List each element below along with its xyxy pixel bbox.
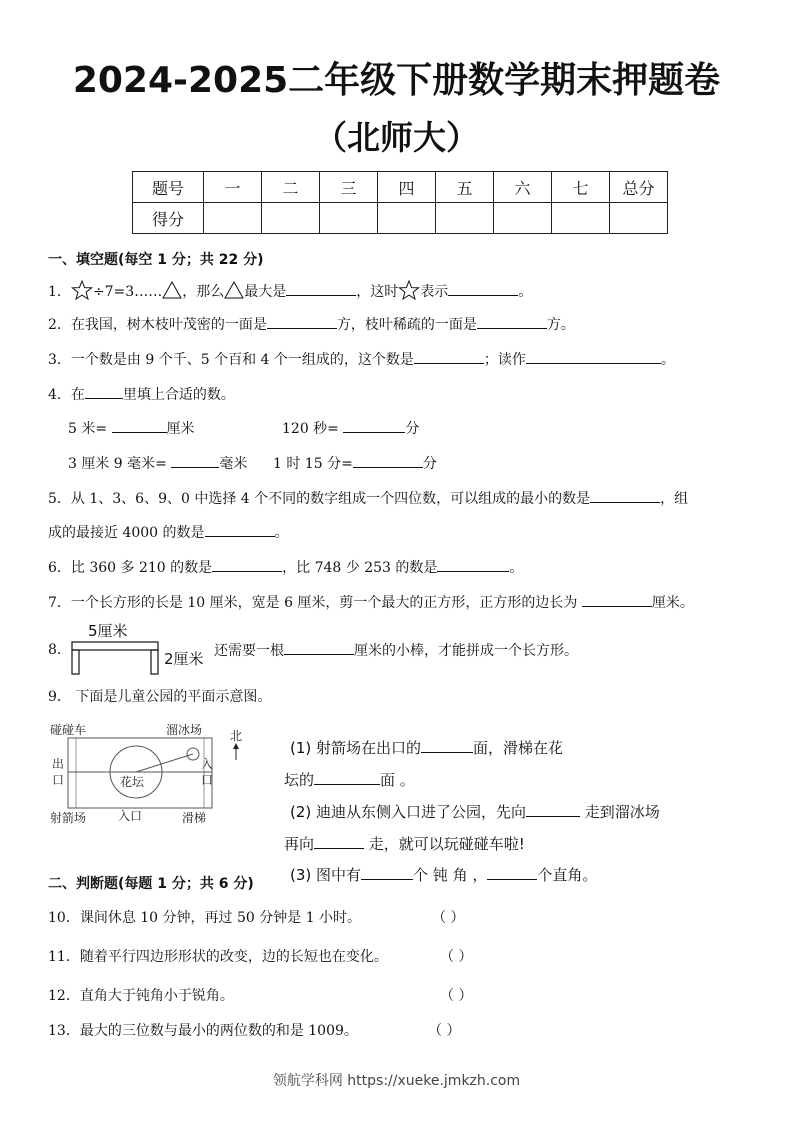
triangle-icon	[224, 281, 244, 299]
question-6	[48, 557, 523, 578]
answer-blank[interactable]	[343, 418, 405, 433]
answer-blank[interactable]	[267, 314, 337, 329]
answer-blank[interactable]	[590, 488, 660, 503]
score-table	[132, 171, 668, 234]
answer-blank[interactable]	[414, 349, 484, 364]
answer-blank[interactable]	[526, 802, 580, 817]
answer-blank[interactable]	[526, 349, 661, 364]
score-table-header-row	[133, 172, 668, 203]
table-cell: 四	[378, 172, 436, 203]
question-4-row-2b	[273, 453, 437, 474]
answer-paren[interactable]: （ ）	[428, 1023, 461, 1039]
question-4-row-1	[68, 418, 195, 439]
table-cell: 二	[262, 172, 320, 203]
question-text: (2) 迪迪从东侧入口进了公园，先向	[290, 803, 527, 821]
question-9-sub-2-cont	[284, 833, 525, 854]
table-cell: 一	[204, 172, 262, 203]
table-cell: 三	[320, 172, 378, 203]
question-3	[48, 349, 675, 370]
answer-blank[interactable]	[171, 453, 219, 468]
question-text: 方，枝叶稀疏的一面是	[336, 317, 477, 333]
answer-blank[interactable]	[284, 640, 354, 655]
question-text: 走到溜冰场	[580, 803, 660, 821]
judge-question-12	[48, 986, 234, 1006]
stick-right	[151, 650, 158, 674]
score-input-cell[interactable]	[204, 203, 262, 234]
question-text: ；读作	[483, 352, 526, 368]
judge-question-13	[48, 1021, 358, 1041]
question-text: 3 厘米 9 毫米=	[68, 456, 167, 472]
question-text: 2．在我国，树木枝叶茂密的一面是	[48, 317, 267, 333]
answer-blank[interactable]	[85, 384, 123, 399]
question-9-sub-3	[290, 864, 597, 885]
question-text: 1 时 15 分=	[273, 456, 353, 472]
north-arrow-head-icon	[233, 743, 239, 749]
diagram-label: 5厘米	[88, 622, 128, 640]
question-text: 里填上合适的数。	[122, 387, 235, 403]
map-label: 北	[230, 729, 243, 743]
question-number: 1．	[48, 284, 71, 300]
question-text: 。	[660, 352, 675, 368]
map-label: 射箭场	[50, 811, 87, 825]
question-text: ，这时	[356, 284, 399, 300]
score-input-cell[interactable]	[436, 203, 494, 234]
question-text: 最大是	[244, 284, 287, 300]
answer-blank[interactable]	[477, 314, 547, 329]
answer-blank[interactable]	[353, 453, 423, 468]
answer-blank[interactable]	[212, 557, 282, 572]
question-text: 个直角。	[537, 866, 598, 884]
question-text: 还需要一根	[214, 643, 284, 659]
score-input-cell[interactable]	[494, 203, 552, 234]
question-text: 7．一个长方形的长是 10 厘米，宽是 6 厘米，剪一个最大的正方形，正方形的边长为	[48, 595, 578, 611]
map-label: 花坛	[120, 775, 145, 789]
answer-paren[interactable]: （ ）	[440, 988, 473, 1004]
question-text: 分	[422, 456, 437, 472]
question-text: 13．最大的三位数与最小的两位数的和是 1009。	[48, 1023, 358, 1039]
map-label: 入口	[118, 809, 143, 823]
judge-question-10	[48, 908, 361, 928]
stick-horizontal	[72, 642, 158, 650]
answer-blank[interactable]	[205, 522, 275, 537]
path-line	[136, 754, 193, 772]
question-text: 。	[509, 560, 524, 576]
question-7	[48, 592, 694, 613]
score-input-cell[interactable]	[552, 203, 610, 234]
question-text: 12．直角大于钝角小于锐角。	[48, 988, 234, 1004]
answer-blank[interactable]	[361, 865, 413, 880]
question-5-cont	[48, 522, 289, 543]
question-text: 面 。	[380, 771, 415, 789]
question-8	[214, 640, 578, 661]
score-table-score-row	[133, 203, 668, 234]
map-label: 碰碰车	[50, 723, 87, 737]
question-text: 表示	[420, 284, 449, 300]
table-cell: 题号	[133, 172, 204, 203]
map-label: 滑梯	[182, 811, 207, 825]
page-title: 2024-2025二年级下册数学期末押题卷	[72, 60, 721, 101]
answer-blank[interactable]	[448, 281, 518, 296]
stick-figure-diagram	[66, 620, 216, 676]
question-text: (3) 图中有	[290, 866, 362, 884]
score-input-cell[interactable]	[378, 203, 436, 234]
question-text: 120 秒=	[282, 421, 339, 437]
diagram-label: 2厘米	[164, 650, 204, 668]
question-8-number: 8．	[48, 642, 71, 658]
answer-blank[interactable]	[437, 557, 509, 572]
question-text: 坛的	[284, 771, 315, 789]
footer-watermark: 领航学科网 https://xueke.jmkzh.com	[272, 1073, 521, 1089]
star-icon	[398, 280, 420, 300]
question-text: (1) 射箭场在出口的	[290, 739, 422, 757]
question-text: 再向	[284, 835, 315, 853]
stick-left	[72, 650, 79, 674]
triangle-icon	[162, 281, 182, 299]
answer-paren[interactable]: （ ）	[440, 949, 473, 965]
question-text: 分	[405, 421, 420, 437]
table-cell: 总分	[610, 172, 668, 203]
question-text: 5 米=	[68, 421, 108, 437]
map-label: 口	[201, 773, 214, 787]
question-text: 。	[518, 284, 533, 300]
judge-question-11	[48, 947, 388, 967]
table-cell: 六	[494, 172, 552, 203]
question-4	[48, 384, 235, 405]
question-text: 6．比 360 多 210 的数是	[48, 560, 213, 576]
question-text: ，那么	[182, 284, 225, 300]
answer-blank[interactable]	[421, 738, 473, 753]
answer-blank[interactable]	[314, 834, 364, 849]
question-text: 个 钝 角 ，	[413, 866, 488, 884]
question-text: 方。	[546, 317, 575, 333]
section-heading: 二、判断题(每题 1 分；共 6 分)	[48, 876, 254, 892]
question-2	[48, 314, 575, 335]
question-5	[48, 488, 688, 509]
park-map	[46, 720, 256, 830]
answer-blank[interactable]	[314, 770, 380, 785]
question-text: 毫米	[219, 456, 248, 472]
question-9-sub-1	[290, 737, 563, 758]
map-label: 口	[52, 773, 65, 787]
answer-paren[interactable]: （ ）	[432, 910, 465, 926]
answer-blank[interactable]	[286, 281, 356, 296]
question-text: 。	[274, 525, 289, 541]
question-text: 5．从 1、3、6、9、0 中选择 4 个不同的数字组成一个四位数，可以组成的最小的数是	[48, 491, 591, 507]
table-cell: 得分	[133, 203, 204, 234]
map-label: 溜冰场	[166, 723, 203, 737]
question-9-sub-1-cont	[284, 769, 415, 790]
star-icon	[71, 280, 93, 300]
score-input-cell[interactable]	[320, 203, 378, 234]
question-text: ，比 748 少 253 的数是	[282, 560, 438, 576]
question-text: 厘米的小棒，才能拼成一个长方形。	[354, 643, 578, 659]
question-9-sub-2	[290, 801, 660, 822]
section-heading: 一、填空题(每空 1 分；共 22 分)	[48, 252, 264, 268]
question-9: 9． 下面是儿童公园的平面示意图。	[48, 689, 272, 705]
question-text: 走，就可以玩碰碰车啦!	[364, 835, 525, 853]
question-text: 11．随着平行四边形形状的改变，边的长短也在变化。	[48, 949, 388, 965]
question-text: 4．在	[48, 387, 85, 403]
map-label: 出	[52, 757, 65, 771]
question-text: 厘米	[166, 421, 195, 437]
table-cell: 五	[436, 172, 494, 203]
answer-blank[interactable]	[112, 418, 167, 433]
question-text: ，组	[660, 491, 689, 507]
question-text: 3．一个数是由 9 个千、5 个百和 4 个一组成的，这个数是	[48, 352, 414, 368]
question-4-row-2	[68, 453, 247, 474]
score-input-cell[interactable]	[610, 203, 668, 234]
question-text: 成的最接近 4000 的数是	[48, 525, 205, 541]
map-label: 入	[201, 757, 214, 771]
question-text: 面，滑梯在花	[473, 739, 564, 757]
question-text: ÷7=3……	[92, 284, 163, 300]
page-subtitle: （北师大）	[314, 118, 479, 157]
question-text: 10．课间休息 10 分钟，再过 50 分钟是 1 小时。	[48, 910, 362, 926]
answer-blank[interactable]	[582, 592, 652, 607]
question-text: 厘米。	[651, 595, 694, 611]
table-cell: 七	[552, 172, 610, 203]
question-4-row-1b	[282, 418, 419, 439]
answer-blank[interactable]	[487, 865, 537, 880]
question-1	[48, 280, 532, 302]
score-input-cell[interactable]	[262, 203, 320, 234]
